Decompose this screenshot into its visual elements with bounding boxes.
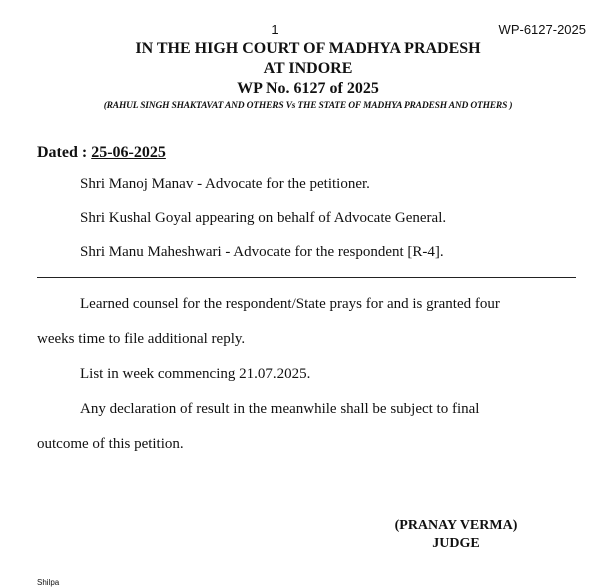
case-number: WP No. 6127 of 2025	[237, 80, 379, 97]
judge-title: JUDGE	[432, 536, 480, 551]
order-paragraph-3-line-1: Any declaration of result in the meanwhile shall be subject to final	[80, 401, 480, 417]
order-paragraph-1-line-2: weeks time to file additional reply.	[37, 331, 246, 347]
order-date	[37, 144, 166, 162]
order-paragraph-2: List in week commencing 21.07.2025.	[80, 366, 311, 382]
order-paragraph-3-line-2: outcome of this petition.	[37, 436, 184, 452]
court-name: IN THE HIGH COURT OF MADHYA PRADESH	[135, 40, 481, 57]
page-number: 1	[271, 22, 279, 37]
appearance-state: Shri Kushal Goyal appearing on behalf of Advocate General.	[80, 210, 447, 226]
order-date-label: Dated :	[37, 144, 92, 161]
order-date-value: 25-06-2025	[91, 144, 166, 161]
appearance-respondent: Shri Manu Maheshwari - Advocate for the respondent [R-4].	[80, 244, 444, 260]
case-reference: WP-6127-2025	[498, 22, 586, 37]
order-paragraph-1-line-1: Learned counsel for the respondent/State prays for and is granted four	[80, 296, 500, 312]
judge-name: (PRANAY VERMA)	[394, 518, 518, 533]
appearance-petitioner: Shri Manoj Manav - Advocate for the petitioner.	[80, 176, 370, 192]
clerk-initials: Shilpa	[37, 578, 60, 587]
case-parties: (RAHUL SINGH SHAKTAVAT AND OTHERS Vs THE STATE OF MADHYA PRADESH AND OTHERS )	[103, 101, 513, 111]
section-divider	[37, 277, 576, 278]
court-bench: AT INDORE	[263, 60, 353, 77]
